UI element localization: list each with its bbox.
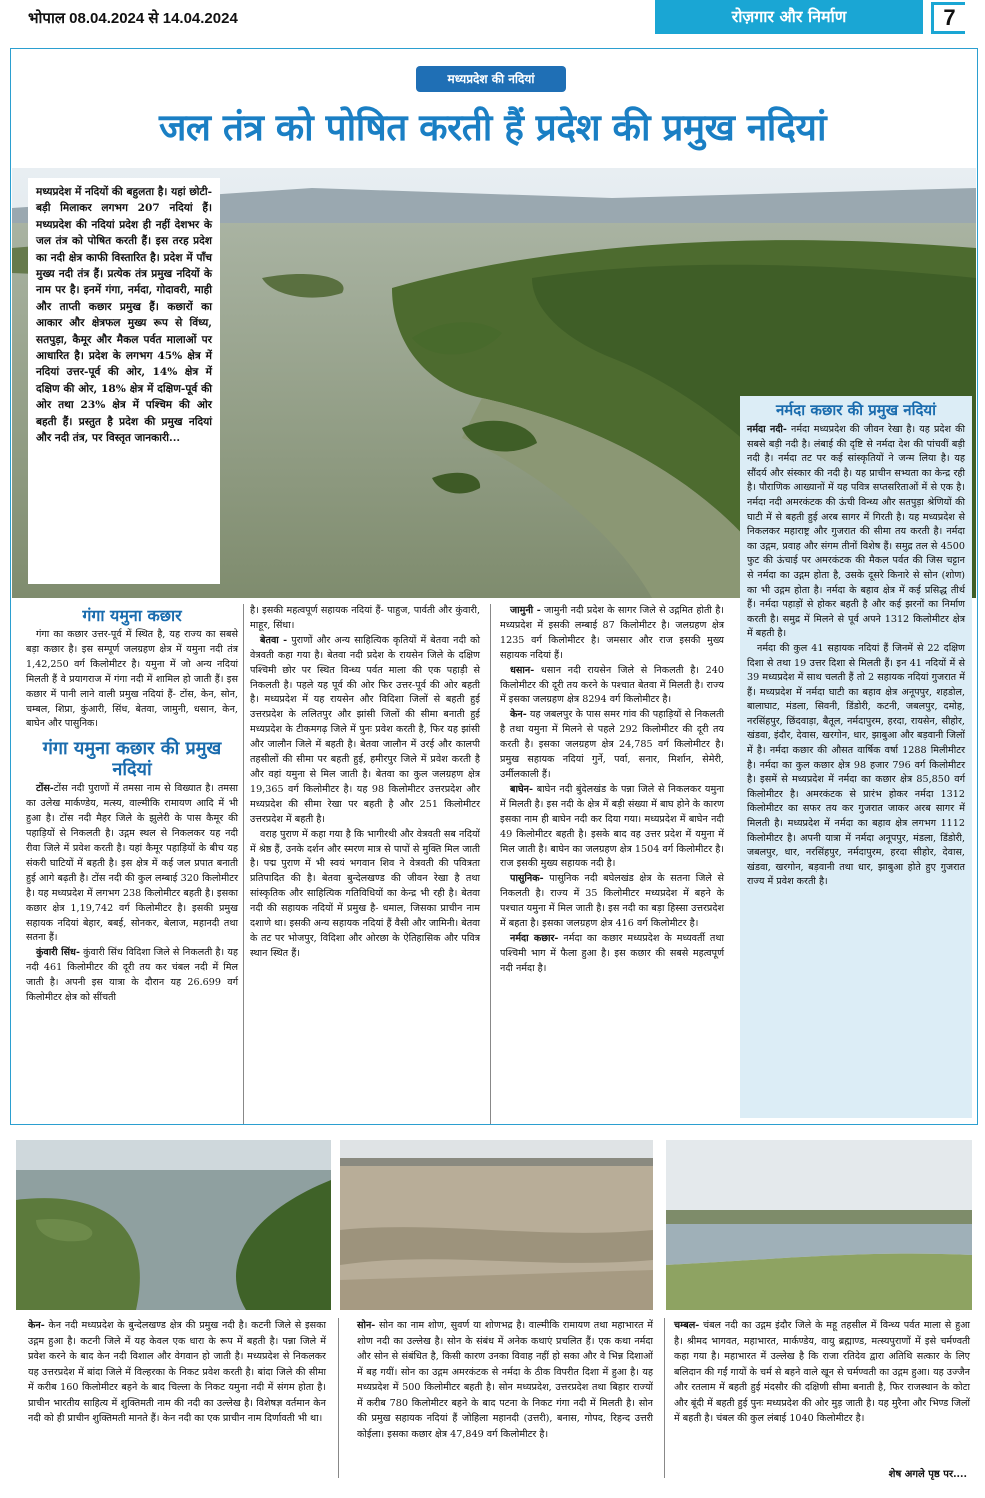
chambal-caption-text: चंबल नदी का उद्गम इंदौर जिले के महू तहसील में विन्ध्य पर्वत माला से हुआ है। श्रीमद भागवत, महाभारत, मार्कण्डेय, वायु ब्रह्माण्ड, मत्स्यपुराणों में इसे चर्मण्वती कहा गया है। महाभारत में उल्लेख है कि राजा रतिदेव द्वारा अतिथि सत्कार के लिए बलिदान की गईं गायों के चर्म से बहने वाले खून से चर्मण्वती का उद्गम हुआ। यह उज्जैन और रतलाम में बहती हुई मंदसौर की दक्षिणी सीमा बनाती है, फिर राजस्थान के कोटा और बूंदी में बहती हुई पुनः मध्यप्रदेश की ओर मुड़ जाती है। यह मुरैना और भिण्ड जिलों में बहती है। चंबल की कुल लंबाई 1040 किलोमीटर है। bbox=[674, 1320, 970, 1424]
pasunik-text: पासुनिक नदी बघेलखंड क्षेत्र के सतना जिले से निकलती है। राज्य में 35 किलोमीटर मध्यप्रदेश में बहने के पश्चात यमुना में मिल जाती है। इस नदी का बड़ा हिस्सा उत्तरप्रदेश में बहता है। इसका जलग्रहण क्षेत्र 416 वर्ग किलोमीटर है। bbox=[500, 873, 724, 930]
narmada-heading: नर्मदा कछार की प्रमुख नदियां bbox=[775, 401, 937, 419]
jamuni-paragraph bbox=[500, 604, 724, 664]
son-caption bbox=[357, 1318, 653, 1442]
son-river-photo bbox=[340, 1140, 653, 1310]
intro-text: मध्यप्रदेश में नदियों की बहुलता है। यहां छोटी-बड़ी मिलाकर लगभग 207 नदियां हैं। मध्यप्रदेश की नदियां प्रदेश ही नहीं देशभर के जल तंत्र को पोषित करती हैं। इस तरह प्रदेश का नदी क्षेत्र काफी विस्तारित है। प्रदेश में पाँच मुख्य नदी तंत्र हैं। प्रत्येक तंत्र प्रमुख नदियों के नाम पर है। इनमें गंगा, नर्मदा, गोदावरी, माही और ताप्ती कछार प्रमुख हैं। कछारों का आकार और क्षेत्रफल मुख्य रूप से विंध्य, सतपुड़ा, कैमूर और मैकल पर्वत मालाओं पर आधारित है। प्रदेश के लगभग 45% क्षेत्र में नदियां उत्तर-पूर्व की ओर, 14% क्षेत्र में दक्षिण की ओर, 18% क्षेत्र में दक्षिण-पूर्व की ओर तथा 23% क्षेत्र में पश्चिम की ओर बहती हैं। प्रस्तुत है प्रदेश की प्रमुख नदियां और नदी तंत्र, पर विस्तृत जानकारी... bbox=[36, 186, 212, 445]
ganga-yamuna-intro: गंगा का कछार उत्तर-पूर्व में स्थित है, यह राज्य का सबसे बड़ा कछार है। इस सम्पूर्ण जलग्रहण क्षेत्र में यमुना नदी तंत्र 1,42,250 वर्ग किलोमीटर है। यमुना में जो अन्य नदियां मिलती हैं वे प्रयागराज में गंगा नदी में शामिल हो जाती हैं। इस कछार में पानी लाने वाली प्रमुख नदियां हैं- टोंस, केन, सोन, चम्बल, शिप्रा, कुंआरी, सिंध, बेतवा, जामुनी, धसान, केन, बाघेन और पासुनिक। bbox=[26, 629, 238, 730]
ken-river-illustration bbox=[16, 1140, 331, 1310]
ken-caption-lead: केन- bbox=[28, 1320, 45, 1331]
kunwari-lead: कुंवारी सिंध- bbox=[36, 947, 80, 959]
son-caption-text: सोन का नाम शोण, सुवर्ण या शोणभद्र है। वाल्मीकि रामायण तथा महाभारत में शोण नदी का उल्लेख है। सोन के संबंध में अनेक कथाएं प्रचलित हैं। एक कथा नर्मदा और सोन से संबंधित है, किसी कारण उनका विवाह नहीं हो सका और वे भिन्न दिशाओं में बह गयीं। सोन का उद्गम अमरकंटक से नर्मदा के ठीक विपरीत दिशा में हुआ है। यह मध्यप्रदेश में 500 किलोमीटर बहती है। सोन मध्यप्रदेश, उत्तरप्रदेश तथा बिहार राज्यों में करीब 780 किलोमीटर बहने के बाद पटना के निकट गंगा नदी में मिलती है। सोन की प्रमुख सहायक नदियां हैं जोहिला महानदी (उत्तरी), बनास, गोपद, रिहन्द उत्तरी कोईला। इसका कछार क्षेत्र 47,849 वर्ग किलोमीटर है। bbox=[357, 1320, 653, 1440]
chambal-river-photo bbox=[666, 1140, 972, 1310]
section-tag: मध्यप्रदेश की नदियां bbox=[416, 66, 566, 92]
publication-name: रोज़गार और निर्माण bbox=[655, 0, 923, 34]
betwa-paragraph bbox=[250, 634, 480, 828]
column-2 bbox=[250, 604, 480, 962]
main-headline: जल तंत्र को पोषित करती हैं प्रदेश की प्रमुख नदियां bbox=[158, 106, 827, 149]
intro-box bbox=[28, 178, 220, 584]
column-1 bbox=[26, 604, 238, 1006]
dhasan-paragraph bbox=[500, 664, 724, 709]
narmada-lead: नर्मदा नदी- bbox=[747, 424, 787, 435]
jamuni-text: जामुनी नदी प्रदेश के सागर जिले से उद्गमित होती है। मध्यप्रदेश में इसकी लम्बाई 87 किलोमीटर है। जलग्रहण क्षेत्र 1235 वर्ग किलोमीटर है। जमसार और राज इसकी मुख्य सहायक नदियां हैं। bbox=[500, 605, 724, 661]
varah-purana-paragraph: वराह पुराण में कहा गया है कि भागीरथी और वेत्रवती सब नदियों में श्रेष्ठ हैं, उनके दर्शन और स्मरण मात्र से पापों से मुक्ति मिल जाती है। पद्म पुराण में भी स्वयं भगवान शिव ने वेत्रवती की पवित्रता प्रतिपादित की है। बेतवा बुन्देलखण्ड की जीवन रेखा है तथा सांस्कृतिक और साहित्यिक गतिविधियों का केन्द्र भी रही है। बेतवा नदी की सहायक नदियों में प्रमुख है- धमाल, जिसका प्राचीन नाम दशाणे था। इसकी अन्य सहायक नदियां हैं वैसी और जामिनी। बेतवा के तट पर भोजपुर, विदिशा और ओरछा के ऐतिहासिक और पवित्र स्थान स्थित हैं। bbox=[250, 828, 480, 959]
son-caption-lead: सोन- bbox=[357, 1320, 376, 1331]
column-3 bbox=[500, 604, 724, 977]
column-divider bbox=[243, 604, 244, 1124]
tons-paragraph bbox=[26, 782, 238, 946]
pasunik-paragraph bbox=[500, 872, 724, 932]
dhasan-text: धसान नदी रायसेन जिले से निकलती है। 240 किलोमीटर की दूरी तय करने के पश्चात बेतवा में मिलती है। राज्य में इसका जलग्रहण क्षेत्र 8294 वर्ग किलोमीटर है। bbox=[500, 664, 724, 706]
narmada-paragraph-1 bbox=[747, 423, 965, 642]
page-header bbox=[0, 0, 985, 36]
dhasan-lead: धसान- bbox=[510, 664, 535, 676]
narmada-basin-paragraph bbox=[500, 932, 724, 977]
ganga-yamuna-heading: गंगा यमुना कछार bbox=[82, 606, 182, 625]
ken-lead: केन- bbox=[510, 709, 527, 721]
ken-text: यह जबलपुर के पास समर गांव की पहाड़ियों से निकलती है तथा यमुना में मिलने से पहले 292 किलोमीटर की दूरी तय करती है। इसका जलग्रहण क्षेत्र 24,785 वर्ग किलोमीटर है। प्रमुख सहायक नदियां गुर्ने, पर्वा, सनार, मिर्शान, सेमेरी, उर्मीलकाली हैं। bbox=[500, 709, 724, 780]
col2-continuation: है। इसकी महत्वपूर्ण सहायक नदियां हैं- पाहुज, पार्वती और कुंवारी, माहूर, सिंधा। bbox=[250, 605, 480, 631]
ken-river-photo bbox=[16, 1140, 331, 1310]
narmada-sidebar bbox=[740, 396, 972, 1118]
caption-divider bbox=[664, 1318, 665, 1478]
page-number: 7 bbox=[931, 2, 965, 34]
ken-paragraph bbox=[500, 708, 724, 783]
ganga-yamuna-rivers-heading: गंगा यमुना कछार की प्रमुख नदियां bbox=[42, 738, 222, 781]
caption-divider bbox=[338, 1318, 339, 1478]
kunwari-text: कुंवारी सिंध विदिशा जिले से निकलती है। यह नदी 461 किलोमीटर की दूरी तय कर चंबल नदी में मिल जाती है। अपनी इस यात्रा के दौरान यह 26.699 वर्ग किलोमीटर क्षेत्र को सींचती bbox=[26, 947, 238, 1004]
betwa-lead: बेतवा - bbox=[260, 634, 288, 646]
tons-text: टोंस नदी पुराणों में तमसा नाम से विख्यात है। तमसा का उलेख मार्कण्डेय, मत्स्य, वाल्मीकि रामायण आदि में भी हुआ है। टोंस नदी मैहर जिले के झुलेरी के पास कैमूर की पहाड़ियों से निकलती है। उद्गम स्थल से निकलकर यह नदी रीवा जिले में प्रवेश करती है। यहां कैमूर पहाड़ियों के बीच यह संकरी घाटियों में बहती है। इस क्षेत्र में कई जल प्रपात बनाती हुई आगे बढ़ती है। टोंस नदी की कुल लम्बाई 320 किलोमीटर है। यह मध्यप्रदेश में लगभग 238 किलोमीटर बहती है। इसका कछार क्षेत्र 1,19,742 वर्ग किलोमीटर है। इसकी प्रमुख सहायक नदियां बेहार, बबई, सोनकर, बेलाज, महानदी तथा सतना हैं। bbox=[26, 783, 238, 944]
jamuni-lead: जामुनी - bbox=[510, 605, 541, 616]
continued-note: शेष अगले पृष्ठ पर.... bbox=[888, 1469, 967, 1480]
kunwari-sindh-paragraph bbox=[26, 946, 238, 1006]
column-divider bbox=[490, 604, 491, 1124]
narmada-basin-lead: नर्मदा कछार- bbox=[510, 932, 559, 944]
pasunik-lead: पासुनिक- bbox=[510, 873, 544, 885]
ken-caption-text: केन नदी मध्यप्रदेश के बुन्देलखण्ड क्षेत्र की प्रमुख नदी है। कटनी जिले से इसका उद्गम हुआ है। कटनी जिले में यह केवल एक धारा के रूप में बहती है। पन्ना जिले में प्रवेश करने के बाद केन नदी विशाल और वेगवान हो जाती है। मध्यप्रदेश से निकलकर यह उत्तरप्रदेश में बांदा जिले में विल्हरका के निकट प्रवेश करती है। बांदा जिले की सीमा में करीब 160 किलोमीटर बहने के बाद चिल्ला के निकट यमुना नदी में संगम होता है। प्राचीन भारतीय साहित्य में शुक्तिमती नाम की नदी का उल्लेख है। विशेषज्ञ वर्तमान केन नदी को ही प्राचीन शुक्तिमती मानते हैं। केन नदी का एक प्राचीन नाम दिर्णावती भी था। bbox=[28, 1320, 326, 1424]
betwa-text: पुराणों और अन्य साहित्यिक कृतियों में बेतवा नदी को वेत्रवती कहा गया है। बेतवा नदी प्रदेश के रायसेन जिले के दक्षिण पश्चिमी छोर पर स्थित विन्ध्य पर्वत माला की एक पहाड़ी से निकलती है। पहले यह पूर्व की ओर फिर उत्तर-पूर्व की ओर बहती है। मध्यप्रदेश में यह रायसेन और विदिशा जिलों से बहती हुई उत्तरप्रदेश के ललितपुर और झांसी जिलों की सीमा बनाती हुई मध्यप्रदेश के टीकमगढ़ जिले में पुनः प्रवेश करती है, फिर यह झांसी और जालौन जिले में बहती है। बेतवा जालौन में उरई और कालपी तहसीलों की सीमा पर बहती हुई, हमीरपुर जिले में प्रवेश करती है और वहां यमुना से मिल जाती है। बेतवा का कुल जलग्रहण क्षेत्र 19,365 वर्ग किलोमीटर है। यह 98 किलोमीटर उत्तरप्रदेश और मध्यप्रदेश की सीमा रेखा पर बहती है और 251 किलोमीटर उत्तरप्रदेश में बहती है। bbox=[250, 634, 480, 825]
chambal-caption bbox=[674, 1318, 970, 1427]
narmada-paragraph-2: नर्मदा की कुल 41 सहायक नदियां हैं जिनमें से 22 दक्षिण दिशा से तथा 19 उत्तर दिशा से मिलती हैं। इन 41 नदियों में से 39 मध्यप्रदेश में साथ चलती हैं तो 2 सहायक नदियां गुजरात में हैं। मध्यप्रदेश में नर्मदा घाटी का बहाव क्षेत्र अनूपपुर, शहडोल, बालाघाट, मंडला, सिवनी, डिंडोरी, कटनी, जबलपुर, दमोह, नरसिंहपुर, छिंदवाड़ा, बैतूल, नर्मदापुरम, हरदा, रायसेन, सीहोर, खंडवा, इंदौर, देवास, खरगोन, धार, झाबुआ और बड़वानी जिलों में है। नर्मदा कछार की औसत वार्षिक वर्षा 1288 मिलीमीटर है। नर्मदा का कुल कछार क्षेत्र 98 हजार 796 वर्ग किलोमीटर है। इसमें से मध्यप्रदेश में नर्मदा का कछार क्षेत्र 85,850 वर्ग किलोमीटर है। अमरकंटक से प्रारंभ होकर नर्मदा 1312 किलोमीटर का सफर तय कर गुजरात जाकर अरब सागर में मिलती है। मध्यप्रदेश में नर्मदा का बहाव क्षेत्र लगभग 1112 किलोमीटर है। अपनी यात्रा में नर्मदा अनूपपुर, मंडला, डिंडोरी, जबलपुर, धार, नरसिंहपुर, नर्मदापुरम, हरदा सीहोर, देवास, खंडवा, खरगोन, बड़वानी तथा धार, झाबुआ होते हुए गुजरात राज्य में प्रवेश करती है। bbox=[747, 642, 965, 888]
ken-caption bbox=[28, 1318, 326, 1427]
narmada-text-1: नर्मदा मध्यप्रदेश की जीवन रेखा है। यह प्रदेश की सबसे बड़ी नदी है। लंबाई की दृष्टि से नर्मदा देश की पांचवीं बड़ी नदी है। नर्मदा तट पर कई सांस्कृतियों ने जन्म लिया है। यह सौंदर्य और संस्कार की नदी है। यह प्राचीन सभ्यता का केन्द्र रही है। पौराणिक आख्यानों में यह पवित्र सप्तसरिताओं में से एक है। नर्मदा नदी अमरकंटक की ऊंची विन्ध्य और सतपुड़ा श्रेणियों की घाटी में से बहती हुई अरब सागर में गिरती है। यह मध्यप्रदेश से निकलकर महाराष्ट्र और गुजरात की सीमा तय करती है। नर्मदा का उद्गम, प्रवाह और संगम तीनों विशेष हैं। समुद्र तल से 4500 फुट की ऊंचाई पर अमरकंटक की मैकल पर्वत की जिस चट्टान से नर्मदा का उद्गम होता है, उसके दूसरे किनारे से सोन (शोण) का भी उद्गम होता है। नर्मदा के बहाव क्षेत्र में कई प्रसिद्ध तीर्थ हैं। नर्मदा पहाड़ों से होकर बहती है और कई झरनों का निर्माण करती है। समुद्र में मिलने से पूर्व अपने 1312 किलोमीटर क्षेत्र में बहती है। bbox=[747, 424, 965, 640]
chambal-caption-lead: चम्बल- bbox=[674, 1320, 700, 1331]
dateline: भोपाल 08.04.2024 से 14.04.2024 bbox=[28, 10, 238, 27]
baghen-paragraph bbox=[500, 783, 724, 872]
son-river-illustration bbox=[340, 1140, 653, 1310]
narmada-basin-text: नर्मदा का कछार मध्यप्रदेश के मध्यवर्ती तथा पश्चिमी भाग में फैला हुआ है। इस कछार की सबसे महत्वपूर्ण नदी नर्मदा है। bbox=[500, 932, 725, 974]
baghen-lead: बाघेन- bbox=[510, 783, 533, 795]
chambal-river-illustration bbox=[666, 1140, 972, 1310]
baghen-text: बाघेन नदी बुंदेलखंड के पन्ना जिले से निकलकर यमुना में मिलती है। इस नदी के क्षेत्र में बड़ी संख्या में बाघ होने के कारण इसका नाम ही बाघेन नदी कर दिया गया। मध्यप्रदेश में बाघेन नदी 49 किलोमीटर बहती है। इसके बाद वह उत्तर प्रदेश में यमुना में मिल जाती है। बाघेन का जलग्रहण क्षेत्र 1504 वर्ग किलोमीटर है। राज इसकी मुख्य सहायक नदी है। bbox=[500, 783, 724, 870]
tons-lead: टोंस- bbox=[36, 783, 54, 795]
